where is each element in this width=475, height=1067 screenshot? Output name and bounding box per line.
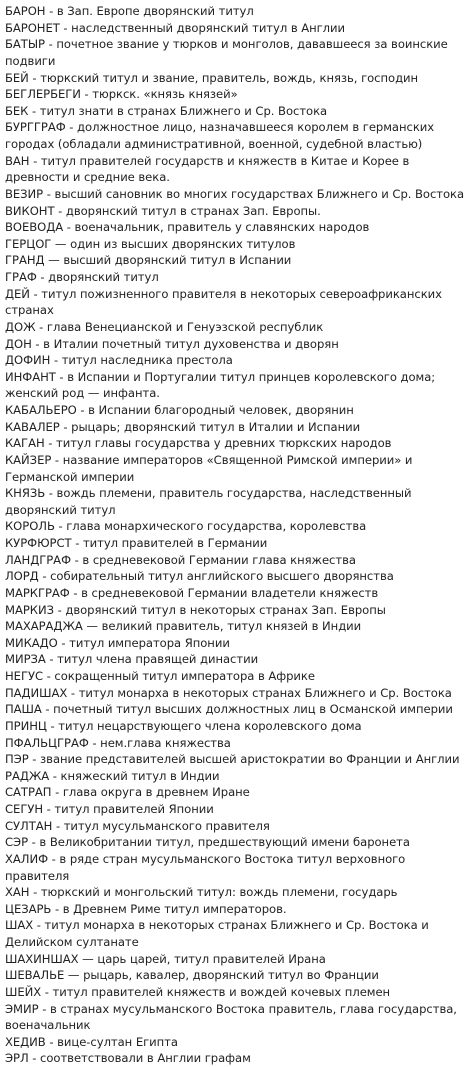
title-entry: МАРКИЗ - дворянский титул в некоторых странах Зап. Европы (5, 602, 386, 617)
title-entry: ДЕЙ - титул пожизненного правителя в некоторых североафриканских странах (5, 286, 442, 318)
title-entry: КУРФЮРСТ - титул правителей в Германии (5, 536, 268, 550)
title-entry: ШЕВАЛЬЕ — рыцарь, кавалер, дворянский титул во Франции (5, 968, 379, 983)
title-entry: ДОЖ - глава Венецианской и Генуэзской республик (5, 319, 324, 334)
title-entry: ВОЕВОДА - военачальник, правитель у славянских народов (5, 220, 370, 235)
title-entry: ПАША - почетный титул высших должностных лиц в Османской империи (5, 702, 453, 717)
title-entry: БЕГЛЕРБЕГИ - тюркск. «князь князей» (5, 87, 238, 102)
title-entry: МИРЗА - титул члена правящей династии (5, 652, 259, 667)
title-entry: ШАХИНШАХ — царь царей, титул правителей Ирана (5, 951, 326, 966)
title-entry: САТРАП - глава округа в древнем Иране (5, 785, 250, 800)
title-entry: МАХАРАДЖА — великий правитель, титул князей в Индии (5, 619, 362, 634)
title-entry: КАБАЛЬЕРО - в Испании благородный человек, дворянин (5, 403, 354, 417)
title-entry: ПРИНЦ - титул нецарствующего члена королевского дома (5, 718, 362, 733)
title-entry: ШАХ - титул монарха в некоторых странах Ближнего и Ср. Востока и Делийском султанате (5, 918, 429, 949)
title-entry: ШЕЙХ - титул правителей княжеств и вождей кочевых племен (5, 984, 391, 999)
title-entry: ЛОРД - собирательный титул английского высшего дворянства (5, 569, 394, 584)
title-entry: СЭР - в Великобритании титул, предшествующий имени баронета (5, 835, 410, 850)
title-entry: СУЛТАН - титул мусульманского правителя (5, 818, 270, 833)
title-entry: ЛАНДГРАФ - в средневековой Германии глава княжества (5, 552, 356, 567)
title-entry: БАРОН - в Зап. Европе дворянский титул (5, 4, 254, 18)
title-entry: ГРАФ - дворянский титул (5, 270, 159, 284)
title-entry: ПАДИШАХ - титул монарха в некоторых странах Ближнего и Ср. Востока (5, 685, 452, 700)
title-entry: КАГАН - титул главы государства у древних тюркских народов (5, 436, 392, 451)
title-entry: ПЭР - звание представителей высшей аристократии во Франции и Англии (5, 752, 460, 767)
title-entry: СЕГУН - титул правителей Японии (5, 802, 214, 816)
title-entry: КАЙЗЕР - название императоров «Священной Римской империи» и Германской империи (5, 452, 413, 484)
title-entry: КАВАЛЕР - рыцарь; дворянский титул в Италии и Испании (5, 419, 361, 434)
title-entry: БАРОНЕТ - наследственный дворянский титул в Англии (5, 20, 346, 35)
title-entry: НЕГУС - сокращенный титул императора в Африке (5, 669, 315, 683)
title-entry: ИНФАНТ - в Испании и Португалии титул принцев королевского дома; женский род — инфанта. (5, 369, 436, 401)
title-entry: ЭРЛ - соответствовали в Англии графам (5, 1051, 251, 1066)
title-entry: ХАН - тюркский и монгольский титул: вождь племени, государь (5, 885, 398, 900)
title-entry: ВЕЗИР - высший сановник во многих государствах Ближнего и Ср. Востока (5, 186, 465, 201)
title-entry: БЕЙ - тюркский титул и звание, правитель, вождь, князь, господин (5, 70, 419, 85)
title-entry: ПФАЛЬЦГРАФ - нем.глава княжества (5, 735, 231, 750)
title-entry: МАРКГРАФ - в средневековой Германии владетели княжеств (5, 585, 379, 600)
title-entry: ЦЕЗАРЬ - в Древнем Риме титул императоров. (5, 901, 287, 916)
title-entry: КОРОЛЬ - глава монархического государства, королевства (5, 519, 367, 534)
title-entry: ГЕРЦОГ — один из высших дворянских титулов (5, 236, 296, 251)
title-entry: РАДЖА - княжеский титул в Индии (5, 768, 220, 783)
title-entry: БЕК - титул знати в странах Ближнего и Ср. Востока (5, 103, 328, 118)
title-entry: КНЯЗЬ - вождь племени, правитель государства, наследственный дворянский титул (5, 486, 412, 517)
title-entry: ЭМИР - в странах мусульманского Востока правитель, глава государства, военачальник (5, 1001, 457, 1033)
title-entry: ВАН - титул правителей государств и княжеств в Китае и Корее в древности и средние века. (5, 153, 410, 185)
title-entry: ВИКОНТ - дворянский титул в странах Зап. Европы. (5, 203, 321, 218)
title-entry: БУРГГРАФ - должностное лицо, назначавшееся королем в германских городах (обладали административной, военной, судебной властью) (5, 120, 435, 151)
title-entry: ХАЛИФ - в ряде стран мусульманского Востока титул верховного правителя (5, 851, 406, 883)
title-entry: ГРАНД — высший дворянский титул в Испании (5, 253, 292, 268)
title-entry: ХЕДИВ - вице-султан Египта (5, 1034, 178, 1049)
title-entry: МИКАДО - титул императора Японии (5, 635, 230, 650)
title-entry: ДОН - в Италии почетный титул духовенства и дворян (5, 336, 339, 351)
title-entry: БАТЫР - почетное звание у тюрков и монголов, дававшееся за воинские подвиги (5, 37, 448, 68)
title-entry: ДОФИН - титул наследника престола (5, 353, 233, 368)
